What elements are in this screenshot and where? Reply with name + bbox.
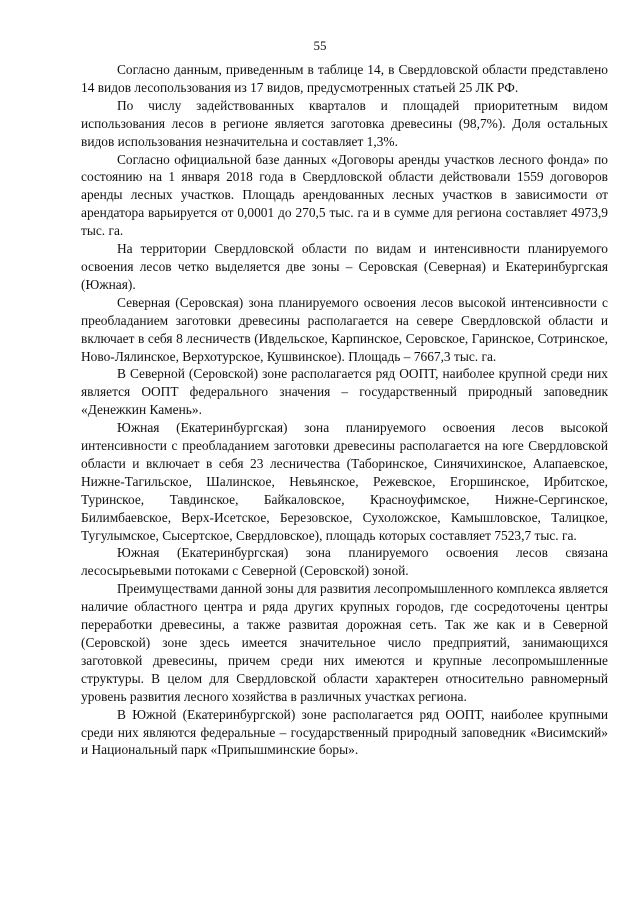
paragraph-2: По числу задействованных кварталов и площадей приоритетным видом использования лесов в регионе является заготовка древесины (98,7%). Доля остальных видов использования незначительна и составляет 1,3%.	[81, 97, 608, 149]
paragraph-3: Согласно официальной базе данных «Договоры аренды участков лесного фонда» по состоянию на 1 января 2018 года в Свердловской области действовали 1559 договоров аренды лесных участков. Площадь арендованных лесных участков в зависимости от арендатора варьируется от 0,0001 до 270,5 тыс. га и в сумме для региона составляет 4973,9 тыс. га.	[81, 151, 608, 239]
paragraph-6: В Северной (Серовской) зоне располагается ряд ООПТ, наиболее крупной среди них является ООПТ федерального значения – государственный природный заповедник «Денежкин Камень».	[81, 366, 608, 418]
document-body	[81, 61, 608, 759]
paragraph-1: Согласно данным, приведенным в таблице 14, в Свердловской области представлено 14 видов лесопользования из 17 видов, предусмотренных статьей 25 ЛК РФ.	[81, 62, 608, 95]
paragraph-8: Южная (Екатеринбургская) зона планируемого освоения лесов связана лесосырьевыми потоками с Северной (Серовской) зоной.	[81, 545, 608, 579]
paragraph-10: В Южной (Екатеринбургской) зоне располагается ряд ООПТ, наиболее крупными среди них являются федеральные – государственный природный заповедник «Висимский» и Национальный парк «Припышминские боры».	[81, 706, 608, 758]
paragraph-9: Преимуществами данной зоны для развития лесопромышленного комплекса является наличие областного центра и ряда других крупных городов, где сосредоточены центры переработки древесины, а также развитая дорожная сеть. Так же как и в Северной (Серовской) зоне здесь имеется значительное число предприятий, занимающихся заготовкой древесины, причем среди них имеются и крупные лесопромышленные структуры. В целом для Свердловской области характерен относительно равномерный уровень развития лесного хозяйства в различных участках региона.	[81, 581, 608, 704]
paragraph-7: Южная (Екатеринбургская) зона планируемого освоения лесов высокой интенсивности с преобладанием заготовки древесины располагается на юге Свердловской области и включает в себя 23 лесничества (Таборинское, Синячихинское, Алапаевское, Нижне-Тагильское, Шалинское, Невьянское, Режевское, Егоршинское, Ирбитское, Туринское, Тавдинское, Байкаловское, Красноуфимское, Нижне-Сергинское, Билимбаевское, Верх-Исетское, Березовское, Сухоложское, Камышловское, Талицкое, Тугулымское, Сысертское, Свердловское), площадь которых составляет 7523,7 тыс. га.	[81, 420, 608, 543]
paragraph-4: На территории Свердловской области по видам и интенсивности планируемого освоения лесов четко выделяется две зоны – Серовская (Северная) и Екатеринбургская (Южная).	[81, 241, 608, 292]
page-number: 55	[313, 38, 327, 53]
paragraph-5: Северная (Серовская) зона планируемого освоения лесов высокой интенсивности с преобладанием заготовки древесины располагается на севере Свердловской области и включает в себя 8 лесничеств (Ивдельское, Карпинское, Серовское, Гаринское, Сотринское, Ново-Лялинское, Верхотурское, Кушвинское). Площадь – 7667,3 тыс. га.	[81, 294, 608, 364]
